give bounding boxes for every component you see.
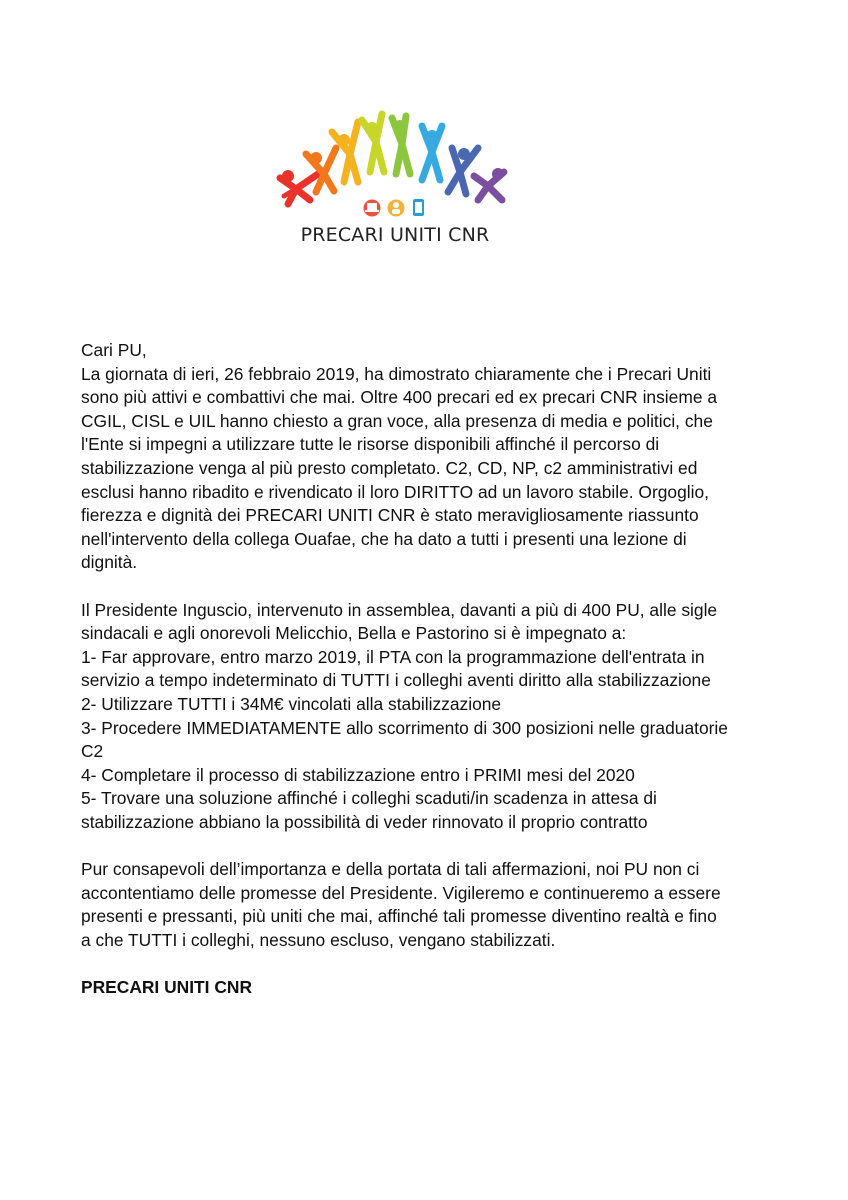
text-line: sindacali e agli onorevoli Melicchio, Bella e Pastorino si è impegnato a: xyxy=(81,623,627,644)
logo-text: PRECARI UNITI CNR xyxy=(300,224,490,246)
text-line: C2 xyxy=(81,741,104,762)
paragraph-gap xyxy=(81,952,771,976)
paragraph-1 xyxy=(81,363,771,575)
paragraph-3 xyxy=(81,858,771,952)
list-item: 4- Completare il processo di stabilizzazione entro i PRIMI mesi del 2020 xyxy=(81,764,635,785)
list-item: 5- Trovare una soluzione affinché i colleghi scaduti/in scadenza in attesa di xyxy=(81,788,657,809)
person-icon xyxy=(388,200,405,217)
list-item: 1- Far approvare, entro marzo 2019, il PTA con la programmazione dell'entrata in xyxy=(81,646,705,667)
laptop-icon xyxy=(364,200,381,217)
paragraph-2 xyxy=(81,599,771,835)
text-line: stabilizzazione venga al più presto completato. C2, CD, NP, c2 amministrativi ed xyxy=(81,457,698,478)
text-line: presenti e pressanti, più uniti che mai, affinché tali promesse diventino realtà e fino xyxy=(81,906,717,927)
text-line: Pur consapevoli dell’importanza e della portata di tali affermazioni, noi PU non ci xyxy=(81,859,700,880)
text-line: a che TUTTI i colleghi, nessuno escluso, vengano stabilizzati. xyxy=(81,929,556,950)
text-line: Il Presidente Inguscio, intervenuto in assemblea, davanti a più di 400 PU, alle sigle xyxy=(81,599,718,620)
text-line: La giornata di ieri, 26 febbraio 2019, ha dimostrato chiaramente che i Precari Uniti xyxy=(81,363,712,384)
paragraph-gap xyxy=(81,834,771,858)
text-line: CGIL, CISL e UIL hanno chiesto a gran voce, alla presenza di media e politici, che xyxy=(81,410,713,431)
text-line: l'Ente si impegni a utilizzare tutte le risorse disponibili affinché il percorso di xyxy=(81,434,660,455)
list-item: 2- Utilizzare TUTTI i 34M€ vincolati alla stabilizzazione xyxy=(81,693,502,714)
text-line: fierezza e dignità dei PRECARI UNITI CNR è stato meravigliosamente riassunto xyxy=(81,505,699,526)
signature: PRECARI UNITI CNR xyxy=(81,977,253,998)
letter-body xyxy=(81,339,771,1000)
text-line: stabilizzazione abbiano la possibilità di veder rinnovato il proprio contratto xyxy=(81,811,648,832)
text-line: servizio a tempo indeterminato di TUTTI i colleghi aventi diritto alla stabilizzazione xyxy=(81,670,711,691)
greeting: Cari PU, xyxy=(81,340,147,360)
paragraph-gap xyxy=(81,575,771,599)
tablet-icon xyxy=(413,199,424,216)
text-line: esclusi hanno ribadito e rivendicato il loro DIRITTO ad un lavoro stabile. Orgoglio, xyxy=(81,481,709,502)
figure-orange-icon xyxy=(306,148,336,192)
text-line: accontentiamo delle promesse del Presidente. Vigileremo e continueremo a essere xyxy=(81,882,721,903)
logo xyxy=(266,96,524,268)
list-item: 3- Procedere IMMEDIATAMENTE allo scorrimento di 300 posizioni nelle graduatorie xyxy=(81,717,728,738)
text-line: nell'intervento della collega Ouafae, che ha dato a tutti i presenti una lezione di xyxy=(81,528,687,549)
logo-figures xyxy=(266,96,524,226)
text-line: sono più attivi e combattivi che mai. Oltre 400 precari ed ex precari CNR insieme a xyxy=(81,387,717,408)
text-line: dignità. xyxy=(81,552,138,573)
